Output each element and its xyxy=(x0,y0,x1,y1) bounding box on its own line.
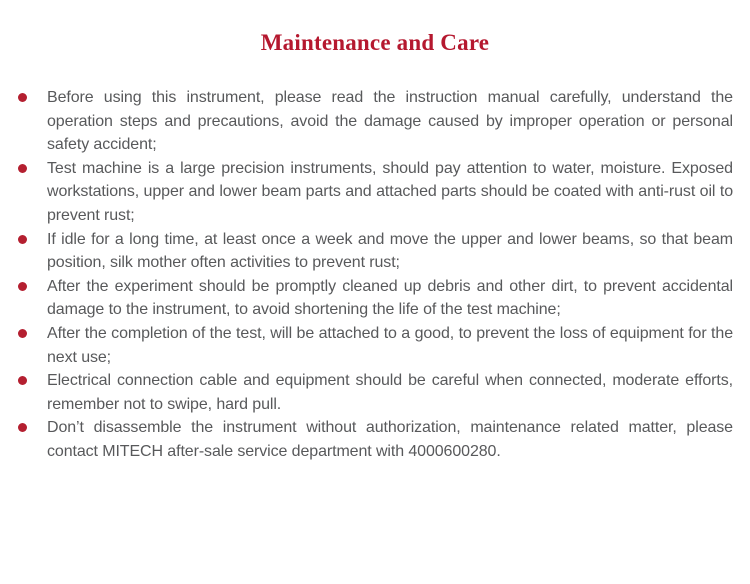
list-item-text: Test machine is a large precision instruments, should pay attention to water, moisture. Exposed workstations, upper and lower beam parts and attached parts should be coated with anti-rust oil to prevent rust; xyxy=(47,159,733,224)
bullet-icon xyxy=(18,282,27,291)
list-item xyxy=(18,369,733,416)
list-item xyxy=(18,228,733,275)
list-item xyxy=(18,322,733,369)
list-item-text: If idle for a long time, at least once a week and move the upper and lower beams, so that beam position, silk mother often activities to prevent rust; xyxy=(47,230,733,272)
maintenance-list xyxy=(0,86,750,464)
bullet-icon xyxy=(18,423,27,432)
bullet-icon xyxy=(18,376,27,385)
list-item-text: Before using this instrument, please read the instruction manual carefully, understand the operation steps and precautions, avoid the damage caused by improper operation or personal safety accident; xyxy=(47,89,733,154)
list-item xyxy=(18,86,733,157)
bullet-icon xyxy=(18,235,27,244)
list-item-text: Don’t disassemble the instrument without authorization, maintenance related matter, please contact MITECH after-sale service department with 4000600280. xyxy=(47,419,733,460)
list-item xyxy=(18,275,733,322)
list-item-text: Electrical connection cable and equipment should be careful when connected, moderate efforts, remember not to swipe, hard pull. xyxy=(47,372,733,413)
bullet-icon xyxy=(18,329,27,338)
list-item xyxy=(18,157,733,228)
list-item-text: After the experiment should be promptly cleaned up debris and other dirt, to prevent accidental damage to the instrument, to avoid shortening the life of the test machine; xyxy=(47,277,733,319)
maintenance-page xyxy=(0,29,750,584)
bullet-icon xyxy=(18,93,27,102)
page-title: Maintenance and Care xyxy=(260,30,490,55)
bullet-icon xyxy=(18,164,27,173)
list-item-text: After the completion of the test, will be attached to a good, to prevent the loss of equipment for the next use; xyxy=(47,324,733,366)
list-item xyxy=(18,416,733,463)
